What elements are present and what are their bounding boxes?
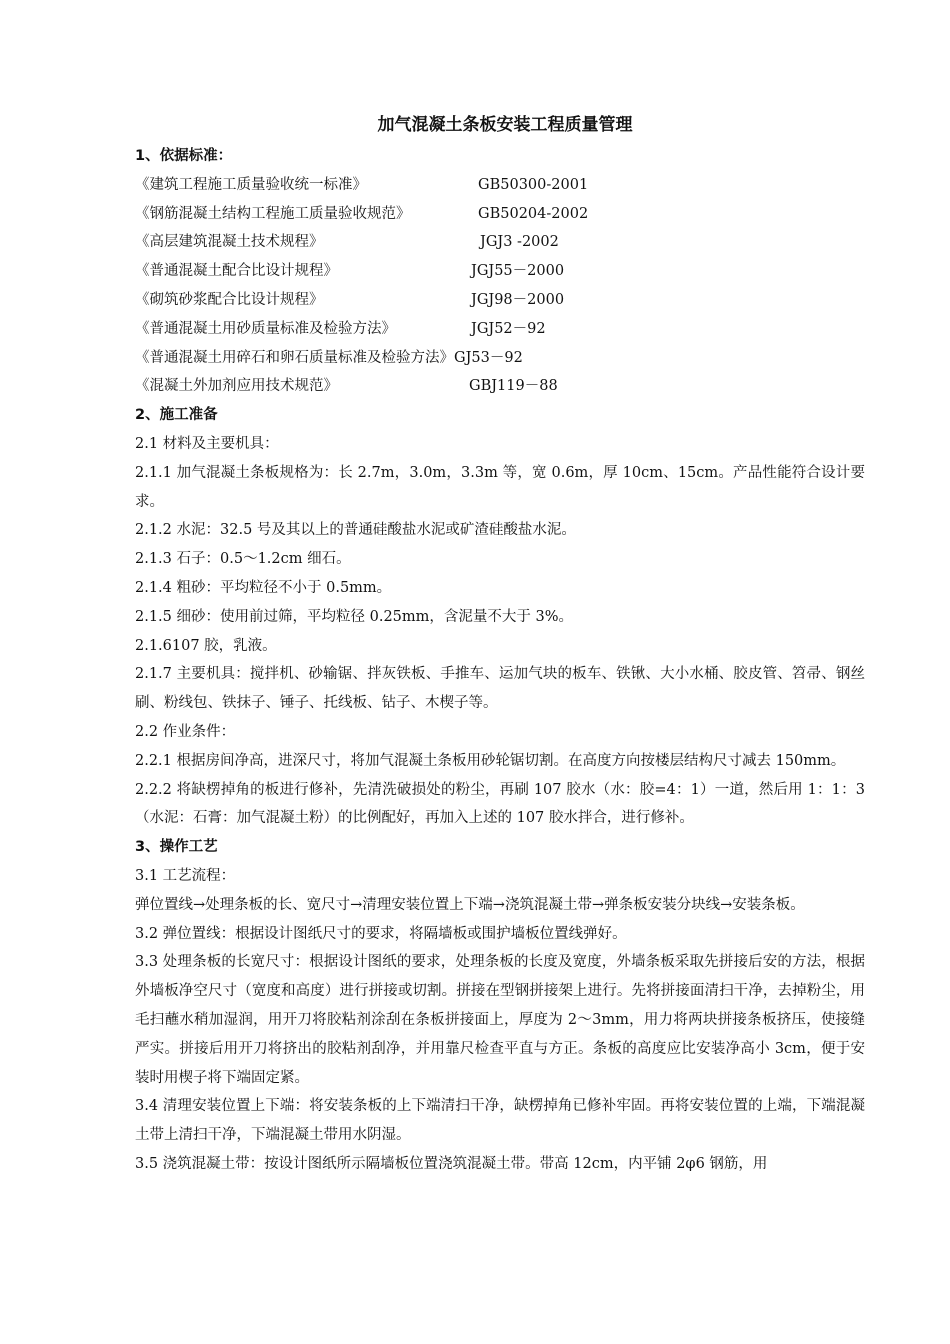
paragraph: 3.5 浇筑混凝土带：按设计图纸所示隔墙板位置浇筑混凝土带。带高 12cm，内平铺 2φ6 钢筋，用 [135, 1155, 768, 1172]
paragraph: 2.1.3 石子：0.5～1.2cm 细石。 [135, 551, 351, 568]
standard-item [135, 200, 865, 229]
paragraph: 3.2 弹位置线：根据设计图纸尺寸的要求，将隔墙板或围护墙板位置线弹好。 [135, 925, 627, 942]
document-body [135, 142, 865, 1179]
paragraph: 2.1.5 细砂：使用前过筛，平均粒径 0.25mm，含泥量不大于 3%。 [135, 608, 574, 625]
paragraph: 2.2.2 将缺楞掉角的板进行修补，先清洗破损处的粉尘，再刷 107 胶水（水：胶=4：1）一道，然后用 1：1：3（水泥：石膏：加气混凝土粉）的比例配好，再加入上述的 107 胶水拌合，进行修补。 [135, 781, 865, 827]
paragraph: 2.1 材料及主要机具： [135, 435, 279, 452]
standard-code: GB50204-2002 [478, 205, 589, 222]
standard-code: GB50300-2001 [478, 176, 589, 193]
section-heading-standards: 1、依据标准： [135, 148, 233, 164]
standard-code: JGJ98－2000 [471, 291, 565, 308]
paragraph: 2.2.1 根据房间净高，进深尺寸，将加气混凝土条板用砂轮锯切割。在高度方向按楼层结构尺寸减去 150mm。 [135, 752, 846, 769]
standard-name: 《普通混凝土用砂质量标准及检验方法》 [135, 320, 396, 337]
standard-code: GBJ119－88 [469, 378, 558, 395]
standard-code: JGJ55－2000 [471, 263, 565, 280]
document-title: 加气混凝土条板安装工程质量管理 [377, 115, 633, 135]
paragraph: 3.3 处理条板的长宽尺寸：根据设计图纸的要求，处理条板的长度及宽度，外墙条板采取先拼接后安的方法，根据外墙板净空尺寸（宽度和高度）进行拼接或切割。拼接在型钢拼接架上进行。先将拼接面清扫干净，去掉粉尘，用毛扫蘸水稍加湿润，用开刀将胶粘剂涂刮在条板拼接面上，厚度为 2～3mm，用力将两块拼接条板挤压，使接缝严实。拼接后用开刀将挤出的胶粘剂刮净，并用靠尺检查平直与方正。条板的高度应比安装净高小 3cm，便于安装时用楔子将下端固定紧。 [135, 954, 865, 1086]
section-heading-operations: 3、操作工艺 [135, 839, 218, 856]
standard-name: 《普通混凝土用碎石和卵石质量标准及检验方法》GJ53－92 [135, 349, 523, 366]
standard-item [135, 315, 865, 344]
paragraph: 2.1.2 水泥：32.5 号及其以上的普通硅酸盐水泥或矿渣硅酸盐水泥。 [135, 522, 576, 539]
standard-item [135, 372, 865, 401]
paragraph: 2.1.1 加气混凝土条板规格为：长 2.7m，3.0m，3.3m 等，宽 0.6m，厚 10cm、15cm。产品性能符合设计要求。 [135, 464, 865, 510]
standard-code: JGJ3 -2002 [480, 234, 559, 251]
standard-name: 《钢筋混凝土结构工程施工质量验收规范》 [135, 205, 411, 222]
paragraph: 3.1 工艺流程： [135, 867, 236, 884]
standard-name: 《建筑工程施工质量验收统一标准》 [135, 176, 367, 193]
standard-item [135, 344, 865, 373]
paragraph: 2.1.6107 胶，乳液。 [135, 637, 277, 654]
standards-list [135, 171, 865, 401]
standard-item [135, 171, 865, 200]
standard-name: 《砌筑砂浆配合比设计规程》 [135, 291, 324, 308]
standard-item [135, 257, 865, 286]
section-heading-preparation: 2、施工准备 [135, 407, 218, 424]
paragraph: 2.2 作业条件： [135, 723, 236, 740]
paragraph: 2.1.7 主要机具：搅拌机、砂输锯、拌灰铁板、手推车、运加气块的板车、铁锹、大小水桶、胶皮管、笤帚、钢丝刷、粉线包、铁抹子、锤子、托线板、钻子、木楔子等。 [135, 666, 865, 712]
standard-code: JGJ52－92 [471, 320, 546, 337]
standard-item [135, 228, 865, 257]
paragraph: 2.1.4 粗砂：平均粒径不小于 0.5mm。 [135, 579, 392, 596]
paragraph: 弹位置线→处理条板的长、宽尺寸→清理安装位置上下端→浇筑混凝土带→弹条板安装分块线→安装条板。 [135, 896, 805, 913]
standard-item [135, 286, 865, 315]
standard-name: 《高层建筑混凝土技术规程》 [135, 234, 324, 251]
standard-name: 《混凝土外加剂应用技术规范》 [135, 378, 338, 395]
paragraph: 3.4 清理安装位置上下端：将安装条板的上下端清扫干净，缺楞掉角已修补牢固。再将安装位置的上端，下端混凝土带上清扫干净，下端混凝土带用水阴湿。 [135, 1098, 865, 1144]
standard-name: 《普通混凝土配合比设计规程》 [135, 263, 338, 280]
